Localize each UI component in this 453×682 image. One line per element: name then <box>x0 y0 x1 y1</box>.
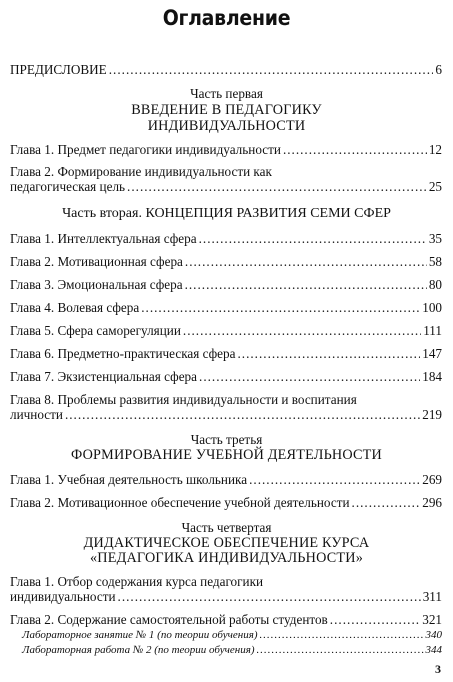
toc-entry-page: 25 <box>428 179 442 194</box>
dot-leader <box>127 179 427 195</box>
toc-entry-page: 6 <box>435 62 442 77</box>
toc-entry-part4-ch2[interactable] <box>10 612 442 628</box>
dot-leader <box>118 589 421 605</box>
toc-entry-part2-ch5[interactable] <box>10 323 442 339</box>
toc-entry-text: Глава 6. Предметно-практическая сфера <box>10 346 236 361</box>
part1-title-line1: ВВЕДЕНИЕ В ПЕДАГОГИКУ <box>131 102 322 118</box>
toc-entry-page: 311 <box>422 589 442 604</box>
toc-entry-text: Глава 7. Экзистенциальная сфера <box>10 369 198 384</box>
toc-entry-part2-ch6[interactable] <box>10 346 442 362</box>
toc-entry-page: 80 <box>428 277 442 292</box>
toc-entry-text: педагогическая цель <box>10 179 126 194</box>
toc-entry-text: Глава 2. Содержание самостоятельной работы студентов <box>10 612 328 627</box>
toc-entry-text: индивидуальности <box>10 589 116 604</box>
dot-leader <box>109 62 434 78</box>
dot-leader <box>185 277 427 293</box>
toc-entry-text: Глава 3. Эмоциональная сфера <box>10 277 183 292</box>
toc-entry-page: 12 <box>428 142 442 157</box>
toc-entry-text: Глава 2. Мотивационная сфера <box>10 254 183 269</box>
toc-entry-part3-ch2[interactable] <box>10 495 442 511</box>
part2-label: Часть вторая. КОНЦЕПЦИЯ РАЗВИТИЯ СЕМИ СФЕР <box>62 206 391 221</box>
dot-leader <box>257 644 424 656</box>
dot-leader <box>185 254 427 270</box>
toc-entry-part2-ch2[interactable] <box>10 254 442 270</box>
toc-entry-text: Глава 4. Волевая сфера <box>10 300 140 315</box>
dot-leader <box>141 300 420 316</box>
toc-entry-page: 100 <box>422 300 442 315</box>
toc-entry-text: Лабораторное занятие № 1 (по теории обучения) <box>22 629 258 641</box>
dot-leader <box>183 323 421 339</box>
toc-entry-page: 296 <box>422 495 442 510</box>
dot-leader <box>65 407 420 423</box>
toc-entry-page: 344 <box>425 644 442 656</box>
dot-leader <box>352 495 421 511</box>
toc-entry-page: 35 <box>428 231 442 246</box>
toc-entry-part2-ch3[interactable] <box>10 277 442 293</box>
dot-leader <box>249 472 420 488</box>
part4-title-line1: ДИДАКТИЧЕСКОЕ ОБЕСПЕЧЕНИЕ КУРСА <box>83 535 370 551</box>
part3-title: ФОРМИРОВАНИЕ УЧЕБНОЙ ДЕЯТЕЛЬНОСТИ <box>71 447 382 463</box>
dot-leader <box>199 231 427 247</box>
toc-entry-page: 321 <box>422 612 442 627</box>
toc-entry-page: 269 <box>422 472 442 487</box>
toc-entry-page: 111 <box>423 323 442 338</box>
toc-entry-part2-ch8[interactable] <box>10 407 442 423</box>
dot-leader <box>283 142 427 158</box>
toc-subentry-lab2[interactable] <box>22 644 442 656</box>
toc-entry-text: Глава 1. Предмет педагогики индивидуальности <box>10 142 281 157</box>
toc-entry-text: Лабораторная работа № 2 (по теории обучения) <box>22 644 255 656</box>
toc-entry-part2-ch4[interactable] <box>10 300 442 316</box>
toc-entry-text: Глава 5. Сфера саморегуляции <box>10 323 181 338</box>
toc-entry-part4-ch1[interactable] <box>10 589 442 605</box>
toc-entry-page: 58 <box>428 254 442 269</box>
toc-entry-part2-ch7[interactable] <box>10 369 442 385</box>
toc-entry-page: 219 <box>422 407 442 422</box>
page-title: Оглавление <box>162 6 291 30</box>
page-number: 3 <box>435 662 441 676</box>
part3-label: Часть третья <box>190 432 263 447</box>
dot-leader <box>237 346 420 362</box>
toc-entry-part3-ch1[interactable] <box>10 472 442 488</box>
dot-leader <box>260 629 424 641</box>
dot-leader <box>199 369 420 385</box>
dot-leader <box>330 612 420 628</box>
toc-entry-preface[interactable] <box>10 62 442 78</box>
toc-entry-part2-ch8-line1[interactable]: Глава 8. Проблемы развития индивидуальности и воспитания <box>10 392 357 407</box>
toc-entry-part1-ch2-line1[interactable]: Глава 2. Формирование индивидуальности как <box>10 164 272 179</box>
toc-entry-page: 147 <box>422 346 442 361</box>
toc-entry-text: ПРЕДИСЛОВИЕ <box>10 62 107 77</box>
toc-entry-text: Глава 1. Интеллектуальная сфера <box>10 231 197 246</box>
part1-title-line2: ИНДИВИДУАЛЬНОСТИ <box>147 118 306 134</box>
toc-entry-part1-ch1[interactable] <box>10 142 442 158</box>
toc-entry-part4-ch1-line1[interactable]: Глава 1. Отбор содержания курса педагогики <box>10 574 264 589</box>
part1-label: Часть первая <box>190 86 263 101</box>
toc-entry-part1-ch2[interactable] <box>10 179 442 195</box>
toc-entry-text: личности <box>10 407 63 422</box>
toc-entry-text: Глава 2. Мотивационное обеспечение учебной деятельности <box>10 495 350 510</box>
part4-label: Часть четвертая <box>181 520 272 535</box>
toc-entry-page: 340 <box>425 629 442 641</box>
toc-entry-part2-ch1[interactable] <box>10 231 442 247</box>
toc-subentry-lab1[interactable] <box>22 629 442 641</box>
toc-entry-text: Глава 1. Учебная деятельность школьника <box>10 472 248 487</box>
part4-title-line2: «ПЕДАГОГИКА ИНДИВИДУАЛЬНОСТИ» <box>90 550 363 566</box>
toc-entry-page: 184 <box>422 369 442 384</box>
